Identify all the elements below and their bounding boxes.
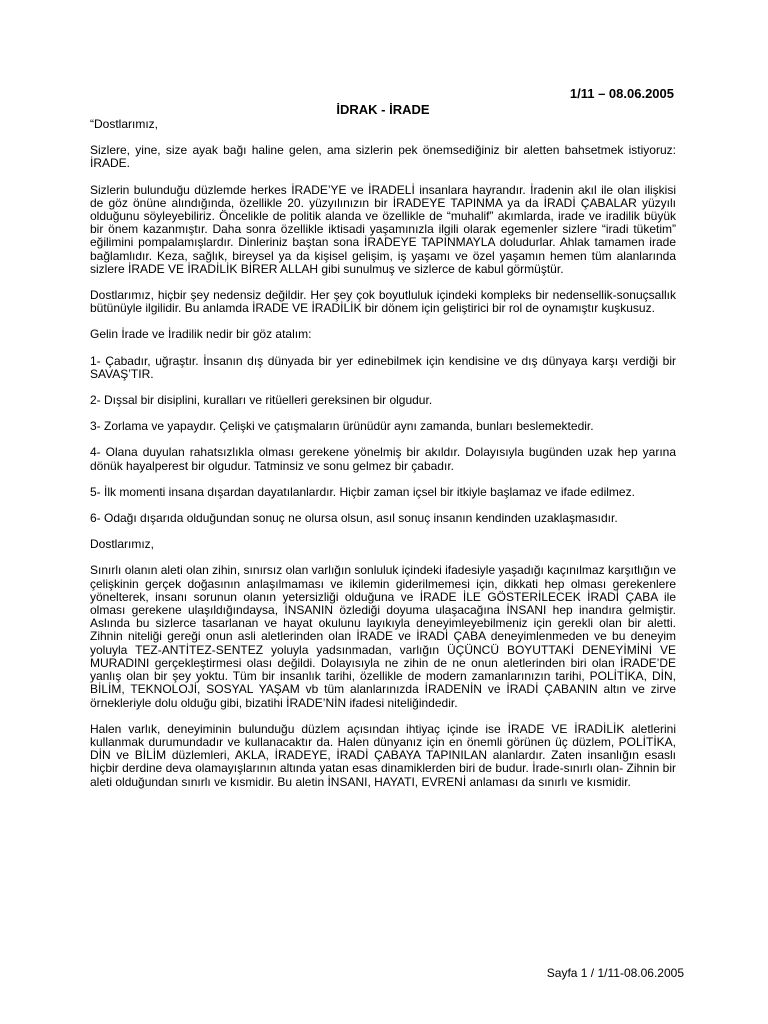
list-item-5: 5- İlk momenti insana dışardan dayatılanlardır. Hiçbir zaman içsel bir itkiyle başlamaz ve ifade edilmez.: [90, 484, 635, 499]
salutation: “Dostlarımız,: [90, 117, 159, 131]
document-title: İDRAK - İRADE: [336, 102, 430, 117]
list-item-6: 6- Odağı dışarıda olduğundan sonuç ne olursa olsun, asıl sonuç insanın kendinden uzaklaşmasıdır.: [90, 511, 618, 526]
paragraph-causality: Dostlarımız, hiçbir şey nedensiz değildir. Her şey çok boyutluluk içindeki kompleks bir nedensellik-sonuçsallık bütünüyle ilgilidir. Bu anlamda İRADE VE İRADİLİK bir dönem için geliştirici bir rol de oynamıştır kuşkusuz.: [90, 288, 676, 316]
paragraph-present: Halen varlık, deneyiminin bulunduğu düzlem açısından ihtiyaç içinde ise İRADE VE İRADİLİK aletlerini kullanmak durumundadır ve kullanacaktır da. Halen dünyanız için en önemli görünen üç düzlem, POLİTİKA, DİN ve BİLİM düzlemleri, AKLA, İRADEYE, İRADİ ÇABAYA TAPINILAN alanlardır. Zaten insanlığın esaslı hiçbir derdine deva olamayışlarının altında yatan esas dinamiklerden biri de budur. İrade-sınırlı olan- Zihnin bir aleti olduğundan sınırlı ve kısmidir. Bu aletin İNSANI, HAYATI, EVRENİ anlaması da sınırlı ve kısmidir.: [90, 721, 676, 789]
list-item-3: 3- Zorlama ve yapaydır. Çelişki ve çatışmaların ürünüdür aynı zamanda, bunları beslemektedir.: [90, 419, 594, 434]
document-page: [90, 86, 676, 966]
paragraph-list-intro: Gelin İrade ve İradilik nedir bir göz atalım:: [90, 327, 312, 342]
salutation-2: Dostlarımız,: [90, 537, 155, 552]
document-body: [90, 118, 676, 789]
list-item-2: 2- Dışsal bir disiplini, kuralları ve ritüelleri gereksinen bir olgudur.: [90, 393, 433, 408]
paragraph-intro: Sizlere, yine, size ayak bağı haline gelen, ama sizlerin pek önemsediğiniz bir aletten bahsetmek istiyoruz: İRADE.: [90, 143, 676, 171]
document-date: 1/11 – 08.06.2005: [569, 86, 674, 101]
list-item-1: 1- Çabadır, uğraştır. İnsanın dış dünyada bir yer edinebilmek için kendisine ve dış dünyaya karşı verdiği bir SAVAŞ’TIR.: [90, 353, 676, 381]
page-footer: Sayfa 1 / 1/11-08.06.2005: [546, 966, 684, 980]
paragraph-irade-admiration: Sizlerin bulunduğu düzlemde herkes İRADE’YE ve İRADELİ insanlara hayrandır. İradenin akıl ile olan ilişkisi de göz önüne alındığında, özellikle 20. yüzyılınızın bir İRADEYE TAPINMA ya da İRADİ ÇABALAR yüzyılı olduğunu söyleyebiliriz. Öncelikle de politik alanda ve özellikle de “muhalif” akımlarda, irade ve iradilik büyük bir önem kazanmıştır. Daha sonra özellikle iktisadi yaşamınızla ilgili olarak egemenler sizlere “iradi tüketim” eğilimini pompalamışlardır. Dinleriniz baştan sona İRADEYE TAPINMAYLA doludurlar. Ahlak tamamen irade bağlamlıdır. Keza, sağlık, bireysel ya da kişisel gelişim, iş yaşamı ve özel yaşamın hemen tüm alanlarında sizlere İRADE VE İRADİLİK BİRER ALLAH gibi sunulmuş ve sizlerce de kabul görmüştür.: [90, 182, 676, 276]
list-item-4: 4- Olana duyulan rahatsızlıkla olması gerekene yönelmiş bir akıldır. Dolayısıyla bugünden uzak hep yarına dönük hayalperest bir olgudur. Tatminsiz ve sonu gelmez bir çabadır.: [90, 445, 676, 473]
paragraph-mind: Sınırlı olanın aleti olan zihin, sınırsız olan varlığın sonluluk içindeki ifadesiyle yaşadığı kaçınılmaz karşıtlığın ve çelişkinin gerçek doğasının anlaşılmaması ve ikilemin giderilmemesi için, dikkati hep olması gerekenlere yönelterek, insanı sorunun olanın yetersizliği olduğuna ve İRADE İLE GÖSTERİLECEK İRADİ ÇABA ile olması gerekene ulaşıldığındaysa, İNSANIN özlediği doyuma ulaşacağına İNSANI hep inandıra gelmiştir. Aslında bu sizlerce tasarlanan ve hayat okulunu layıkıyla deneyimleyebilmeniz için gerekli olan bir aletti. Zihnin niteliği gereği onun asli aletlerinden olan İRADE ve İRADİ ÇABA deneyimlenmeden ve bu deneyim yoluyla TEZ-ANTİTEZ-SENTEZ yoluyla yadsınmadan, varlığın ÜÇÜNCÜ BOYUTTAKİ DENEYİMİNİ VE MURADINI gerçekleştirmesi olası değildi. Dolayısıyla ne zihin de ne onun aletlerinden biri olan İRADE’DE yanlış olan bir şey yoktu. Tüm bir insanlık tarihi, özellikle de modern zamanlarınızın tarihi, POLİTİKA, DİN, BİLİM, TEKNOLOJİ, SOSYAL YAŞAM vb tüm alanlarınızda İRADENİN ve İRADİ ÇABANIN altın ve zirve örnekleriyle dolu olduğu gibi, bizatihi İRADE’NİN ifadesi niteliğindedir.: [90, 563, 676, 710]
